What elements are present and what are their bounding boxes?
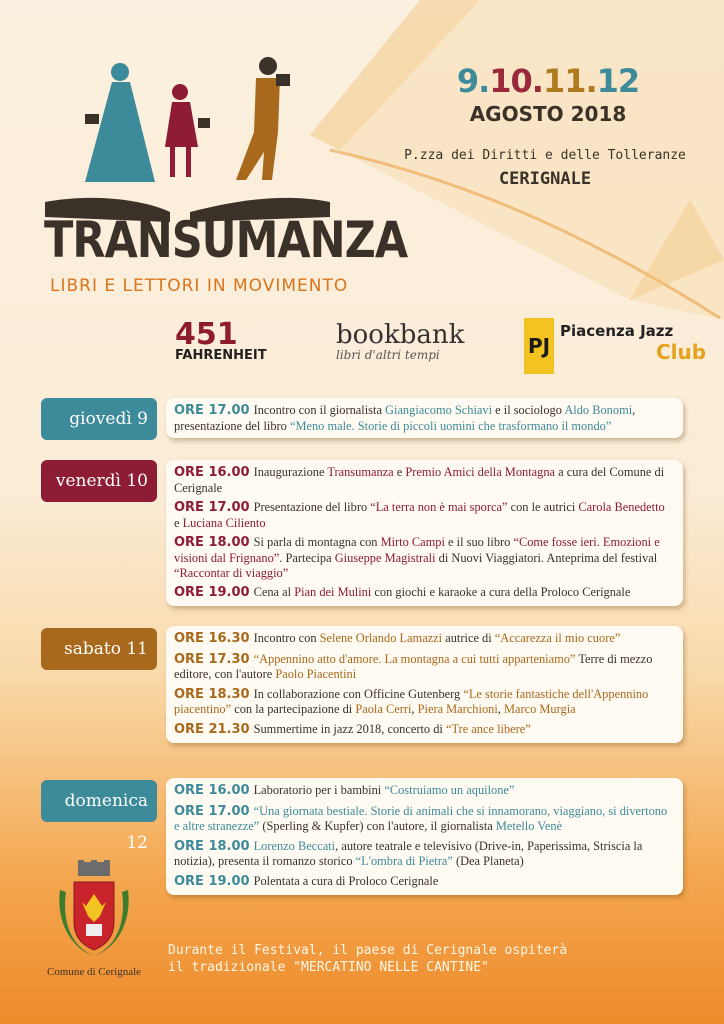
event-time: ORE 16.30: [174, 631, 250, 646]
event-text: e il suo libro: [444, 535, 514, 550]
event-highlight: “Raccontar di viaggio”: [174, 565, 289, 580]
event-text: In collaborazione con Officine Gutenberg: [253, 686, 464, 701]
sponsor-451-word: FAHRENHEIT: [175, 348, 267, 363]
event-highlight: Metello Venè: [495, 819, 563, 834]
schedule-event: [174, 585, 673, 601]
event-text: Summertime in jazz 2018, concerto di: [253, 721, 446, 736]
footer-line-1: Durante il Festival, il paese di Cerignale ospiterà: [168, 943, 568, 958]
sponsor-pj-line1: Piacenza Jazz: [560, 322, 674, 340]
event-highlight: “Una giornata bestiale. Storie di animali che si innamorano, viaggiano, si divertono e altre stranezze”: [174, 803, 668, 834]
schedule-event: [174, 804, 673, 834]
event-text: . Partecipa: [279, 550, 335, 565]
event-text: Polentata a cura di Proloco Cerignale: [253, 873, 439, 888]
schedule-event: [174, 874, 673, 890]
event-highlight: Selene Orlando Lamazzi: [319, 631, 443, 645]
event-text: di Nuovi Viaggiatori. Anteprima del festival: [435, 550, 658, 565]
event-highlight: “Le storie fantastiche dell'Appennino piacentino”: [174, 686, 649, 717]
event-time: ORE 18.30: [174, 686, 250, 702]
event-time: ORE 18.00: [174, 838, 250, 854]
festival-subtitle: LIBRI E LETTORI IN MOVIMENTO: [50, 276, 349, 296]
event-highlight: “Costruiamo un aquilone”: [384, 783, 515, 797]
day-tag: sabato 11: [41, 628, 157, 670]
event-text: Terre di mezzo editore, con l'autore: [174, 651, 653, 682]
schedule-event: [174, 722, 673, 738]
event-highlight: “Appennino atto d'amore. La montagna a cui tutti apparteniamo”: [253, 651, 576, 666]
event-text: ,: [497, 702, 504, 717]
cerignale-crest-icon: [52, 860, 136, 964]
day-schedule-card: [166, 398, 683, 438]
event-text: Laboratorio per i bambini: [253, 783, 385, 797]
sponsor-bookbank-tagline: libri d'altri tempi: [336, 348, 440, 362]
event-highlight: “Meno male. Storie di piccoli uomini che trasformano il mondo”: [289, 418, 612, 433]
date-9: 9.: [456, 62, 490, 100]
event-highlight: Giangiacomo Schiavi: [385, 403, 493, 417]
event-text: Incontro con: [253, 631, 320, 645]
date-12: 12: [596, 62, 640, 100]
date-10: 10.: [489, 62, 543, 100]
event-time: ORE 17.00: [174, 500, 250, 516]
event-text: Inaugurazione: [253, 465, 328, 479]
day-schedule-card: [166, 778, 683, 895]
sponsor-451-number: 451: [175, 317, 238, 352]
event-time: ORE 17.00: [174, 403, 250, 418]
event-highlight: Premio Amici della Montagna: [405, 465, 556, 479]
event-text: Incontro con il giornalista: [253, 403, 386, 417]
crest-label: Comune di Cerignale: [46, 966, 142, 978]
event-highlight: Paola Cerri: [355, 702, 412, 717]
dates-row: [448, 62, 648, 100]
event-text: Cena al: [253, 585, 295, 600]
festival-title: TRANSUMANZA: [44, 212, 408, 270]
event-highlight: Paolo Piacentini: [275, 667, 357, 682]
schedule-event: [174, 631, 673, 647]
event-highlight: “La terra non è mai sporca”: [370, 500, 508, 515]
event-highlight: “Accarezza il mio cuore”: [494, 631, 621, 645]
schedule-event: [174, 783, 673, 799]
event-time: ORE 19.00: [174, 873, 250, 889]
event-text: autrice di: [442, 631, 495, 645]
event-highlight: “L'ombra di Pietra”: [355, 854, 453, 869]
schedule-event: [174, 535, 673, 580]
day-schedule-card: [166, 460, 683, 606]
schedule-event: [174, 500, 673, 530]
footer-note: [168, 942, 688, 976]
event-time: ORE 17.00: [174, 803, 250, 819]
event-highlight: Mirto Campi: [380, 535, 445, 550]
event-text: , autore teatrale e televisivo (Drive-in, Paperissima, Striscia la notizia), presenta il romanzo storico: [174, 838, 643, 869]
event-text: e il sociologo: [492, 403, 565, 417]
footer-line-2: il tradizionale "MERCATINO NELLE CANTINE": [168, 960, 489, 975]
day-tag: giovedì 9: [41, 398, 157, 440]
event-time: ORE 17.30: [174, 651, 250, 667]
day-tag: venerdì 10: [41, 460, 157, 502]
schedule-event: [174, 403, 673, 433]
venue: [395, 148, 695, 189]
event-time: ORE 21.30: [174, 721, 250, 737]
event-highlight: Aldo Bonomi: [564, 403, 633, 417]
event-highlight: Carola Benedetto: [578, 500, 665, 515]
event-text: a cura del Comune di Cerignale: [174, 465, 665, 495]
transumanza-logo-figures: [40, 52, 340, 222]
event-text: e: [174, 515, 183, 530]
sponsor-pj-line2: Club: [656, 340, 707, 364]
event-highlight: “Come fosse ieri. Emozioni e visioni dal Frignano”: [174, 535, 660, 565]
event-text: ,: [411, 702, 418, 717]
pj-logo-icon: PJ: [524, 318, 554, 374]
month-year: AGOSTO 2018: [469, 102, 627, 126]
event-highlight: Marco Murgia: [503, 702, 576, 717]
event-highlight: Luciana Ciliento: [182, 515, 266, 530]
event-highlight: “Tre ance libere”: [445, 721, 531, 736]
event-highlight: Transumanza: [327, 465, 394, 479]
sponsor-piacenza-jazz-club: [524, 318, 706, 374]
event-time: ORE 18.00: [174, 535, 250, 551]
event-time: ORE 16.00: [174, 783, 250, 798]
event-text: , presentazione del libro: [174, 403, 636, 433]
event-text: con giochi e karaoke a cura della Proloco Cerignale: [371, 585, 631, 600]
event-text: (Dea Planeta): [452, 854, 524, 869]
schedule-event: [174, 465, 673, 495]
schedule-event: [174, 687, 673, 717]
event-text: con la partecipazione di: [231, 702, 356, 717]
day-schedule-card: [166, 626, 683, 743]
event-highlight: Lorenzo Beccati: [253, 838, 336, 853]
event-text: Presentazione del libro: [253, 500, 371, 515]
event-highlight: Giuseppe Magistrali: [334, 550, 436, 565]
venue-town: CERIGNALE: [498, 169, 592, 189]
schedule-event: [174, 652, 673, 682]
festival-dates: [448, 62, 648, 126]
event-time: ORE 19.00: [174, 585, 250, 601]
sponsor-bookbank: [336, 322, 464, 362]
event-text: e: [393, 465, 406, 479]
event-text: Si parla di montagna con: [253, 535, 381, 550]
event-time: ORE 16.00: [174, 465, 250, 480]
sponsor-451-fahrenheit: [175, 317, 267, 363]
venue-place: P.zza dei Diritti e delle Tolleranze: [404, 148, 686, 163]
date-11: 11.: [542, 62, 597, 100]
event-text: con le autrici: [507, 500, 579, 515]
schedule-event: [174, 839, 673, 869]
day-tag: domenica 12: [41, 780, 157, 822]
sponsor-bookbank-name: bookbank: [336, 320, 465, 350]
event-text: (Sperling & Kupfer) con l'autore, il giornalista: [259, 819, 496, 834]
event-highlight: Piera Marchioni: [417, 702, 498, 717]
event-highlight: Pian dei Mulini: [294, 585, 372, 600]
